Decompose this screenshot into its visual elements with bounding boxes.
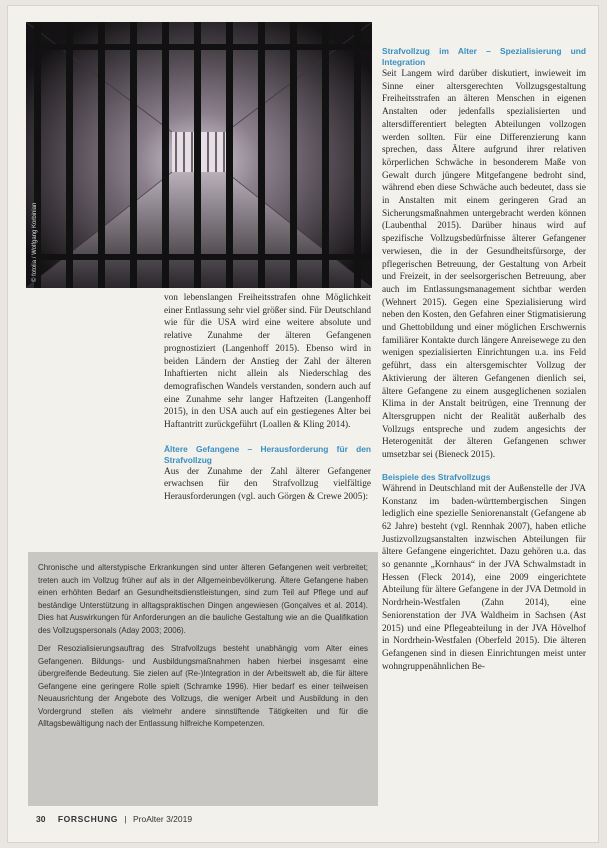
page-number: 30 bbox=[36, 814, 46, 824]
middle-column bbox=[164, 292, 371, 504]
right-column bbox=[382, 46, 586, 673]
right-paragraph-2: Während in Deutschland mit der Außenstelle der JVA Konstanz im baden-württembergischen Singen lediglich eine spezielle Seniorenanstalt (Gefangene ab 62 Jahre) besteht (vgl. Rennhak 2007), haben etliche Justizvollzugsanstalten inzwischen Abteilungen für ältere Gefangene eingerichtet. Dazu gehören u.a. das so genannte „Kornhaus“ in der JVA Schwalmstadt in Hessen (Fleck 2014), eine 2009 eingerichtete Abteilung für ältere Gefangene in der JVA Detmold in Nordrhein-Westfalen (Zahn 2014), eine Seniorenstation der JVA Waldheim in Sachsen (Ast 2015) und eine Pflegeabteilung in der JVA Hövelhof in Nordrhein-Westfalen (Oberfeld 2015). Die älteren Gefangenen sind in diesen Einrichtungen meist unter wohngruppenähnlichen Be- bbox=[382, 483, 586, 672]
highlight-paragraph-1: Chronische und alterstypische Erkrankungen sind unter älteren Gefangenen weit verbreitet; treten auch im Vollzug früher auf als in der Allgemeinbevölkerung. Ältere Gefangene haben einen erhöhten Bedarf an Gesundheitsdienstleistungen, sind zum Teil auf Pflege und auf beständige Unterstützung in alltagspraktischen Dingen angewiesen (Gonçalves et al. 2014). Dies hat Auswirkungen für Anforderungen an die bauliche Gestaltung wie an die Qualifikation des Vollzugspersonals (Aday 2003; 2006). bbox=[38, 563, 368, 635]
highlight-box-text bbox=[38, 562, 368, 737]
section-name: FORSCHUNG bbox=[57, 814, 119, 824]
page-footer bbox=[36, 814, 192, 824]
prison-corridor-photo bbox=[26, 22, 372, 288]
photo-credit: © fotolia / Wolfgang Korbinian bbox=[32, 202, 38, 282]
middle-paragraph-1: von lebenslangen Freiheitsstrafen ohne Möglichkeit einer Entlassung sehr viel größer sind. Für Deutschland wie für die USA wird eine weitere absolute und relative Zunahme der älteren Gefangenen prognostiziert (Langenhoff 2015). Ebenso wird in beiden Ländern der Anstieg der Zahl der älteren Inhaftierten nicht allein als Niederschlag des demografischen Wandels verstanden, sondern auch auf eine Zunahme sehr langer Haftzeiten (Langenhoff 2015), in den USA auch auf ein gestiegenes Alter bei Haftantritt zurückgeführt (Loallen & Kling 2014). bbox=[164, 293, 371, 431]
footer-separator: | bbox=[124, 814, 127, 824]
publication-name: ProAlter 3/2019 bbox=[133, 814, 193, 824]
prison-corridor-image bbox=[26, 22, 372, 288]
right-paragraph-1: Seit Langem wird darüber diskutiert, inwieweit im Sinne einer altersgerechten Vollzugsgestaltung Freiheitsstrafen an älteren Menschen in eigenen Anstalten oder jedenfalls spezialisierten und altersdifferentiert belegten Abteilungen vollzogen werden sollten. Für eine Differenzierung kann sprechen, dass Ältere aufgrund ihrer relativen körperlichen Schwäche in besonderem Maße von Gewalt durch jüngere Mitgefangene bedroht sind, während eben diese Schwäche auch bedeutet, dass sie in Anstalten mit einem geringeren Grad an Sicherungsmaßnahmen untergebracht werden können (Laubenthal 2015). Darüber hinaus wird auf spezifische Vollzugsbedürfnisse älterer Gefangener verwiesen, die in der Gesundheitsfürsorge, der pflegerischen Betreuung, der Gestaltung von Arbeit und Freizeit, in der seelsorgerischen Betreuung, aber auch im Entlassungsmanagement sichtbar werden (Wehnert 2015). Gegen eine Spezialisierung wird neben den Kosten, den Gefahren einer Stigmatisierung und Ghettobildung und einer möglichen Erschwernis familiärer Kontakte durch längere Anreisewege zu den wenigen spezialisierten Einrichtungen u.a. ins Feld geführt, dass ein altersgemischter Vollzug der Aktivierung der älteren Gefangenen dienlich sei, ältere Gefangene zu einem ausgeglichenen sozialen Klima in der Anstalt beitrügen, eine Trennung der Altersgruppen nicht der Realität außerhalb des Vollzugs entspreche und zudem angesichts der Heterogenität der älteren Gefangenen schwer umsetzbar sei (Bieneck 2015). bbox=[382, 69, 586, 461]
right-section-heading-1: Strafvollzug im Alter – Spezialisierung und Integration bbox=[382, 46, 586, 67]
right-section-heading-2: Beispiele des Strafvollzugs bbox=[382, 471, 491, 482]
highlight-box bbox=[28, 552, 378, 806]
highlight-paragraph-2: Der Resozialisierungsauftrag des Strafvollzugs besteht unabhängig vom Alter eines Gefangenen. Bildungs- und Ausbildungsmaßnahmen haben hierbei insgesamt eine übergreifende Bedeutung. Sie zielen auf (Re-)Integration in der Arbeitswelt ab, die für ältere Gefangene eine geringere Rolle spielt (Schramke 1996). Hier bedarf es einer teilweisen Neuausrichtung der Angebote des Vollzugs, die weniger Arbeit und Ausbildung in den Vordergrund stellen als vielmehr andere sinnstiftende Tätigkeiten und für die Alltagsbewältigung nach der Entlassung hilfreiche Kompetenzen. bbox=[38, 644, 368, 728]
middle-paragraph-2: Aus der Zunahme der Zahl älterer Gefangener erwachsen für den Strafvollzug vielfältige Herausforderungen (vgl. auch Görgen & Crewe 2005): bbox=[164, 466, 371, 503]
magazine-page bbox=[8, 6, 598, 842]
middle-section-heading: Ältere Gefangene – Herausforderung für den Strafvollzug bbox=[164, 443, 371, 465]
